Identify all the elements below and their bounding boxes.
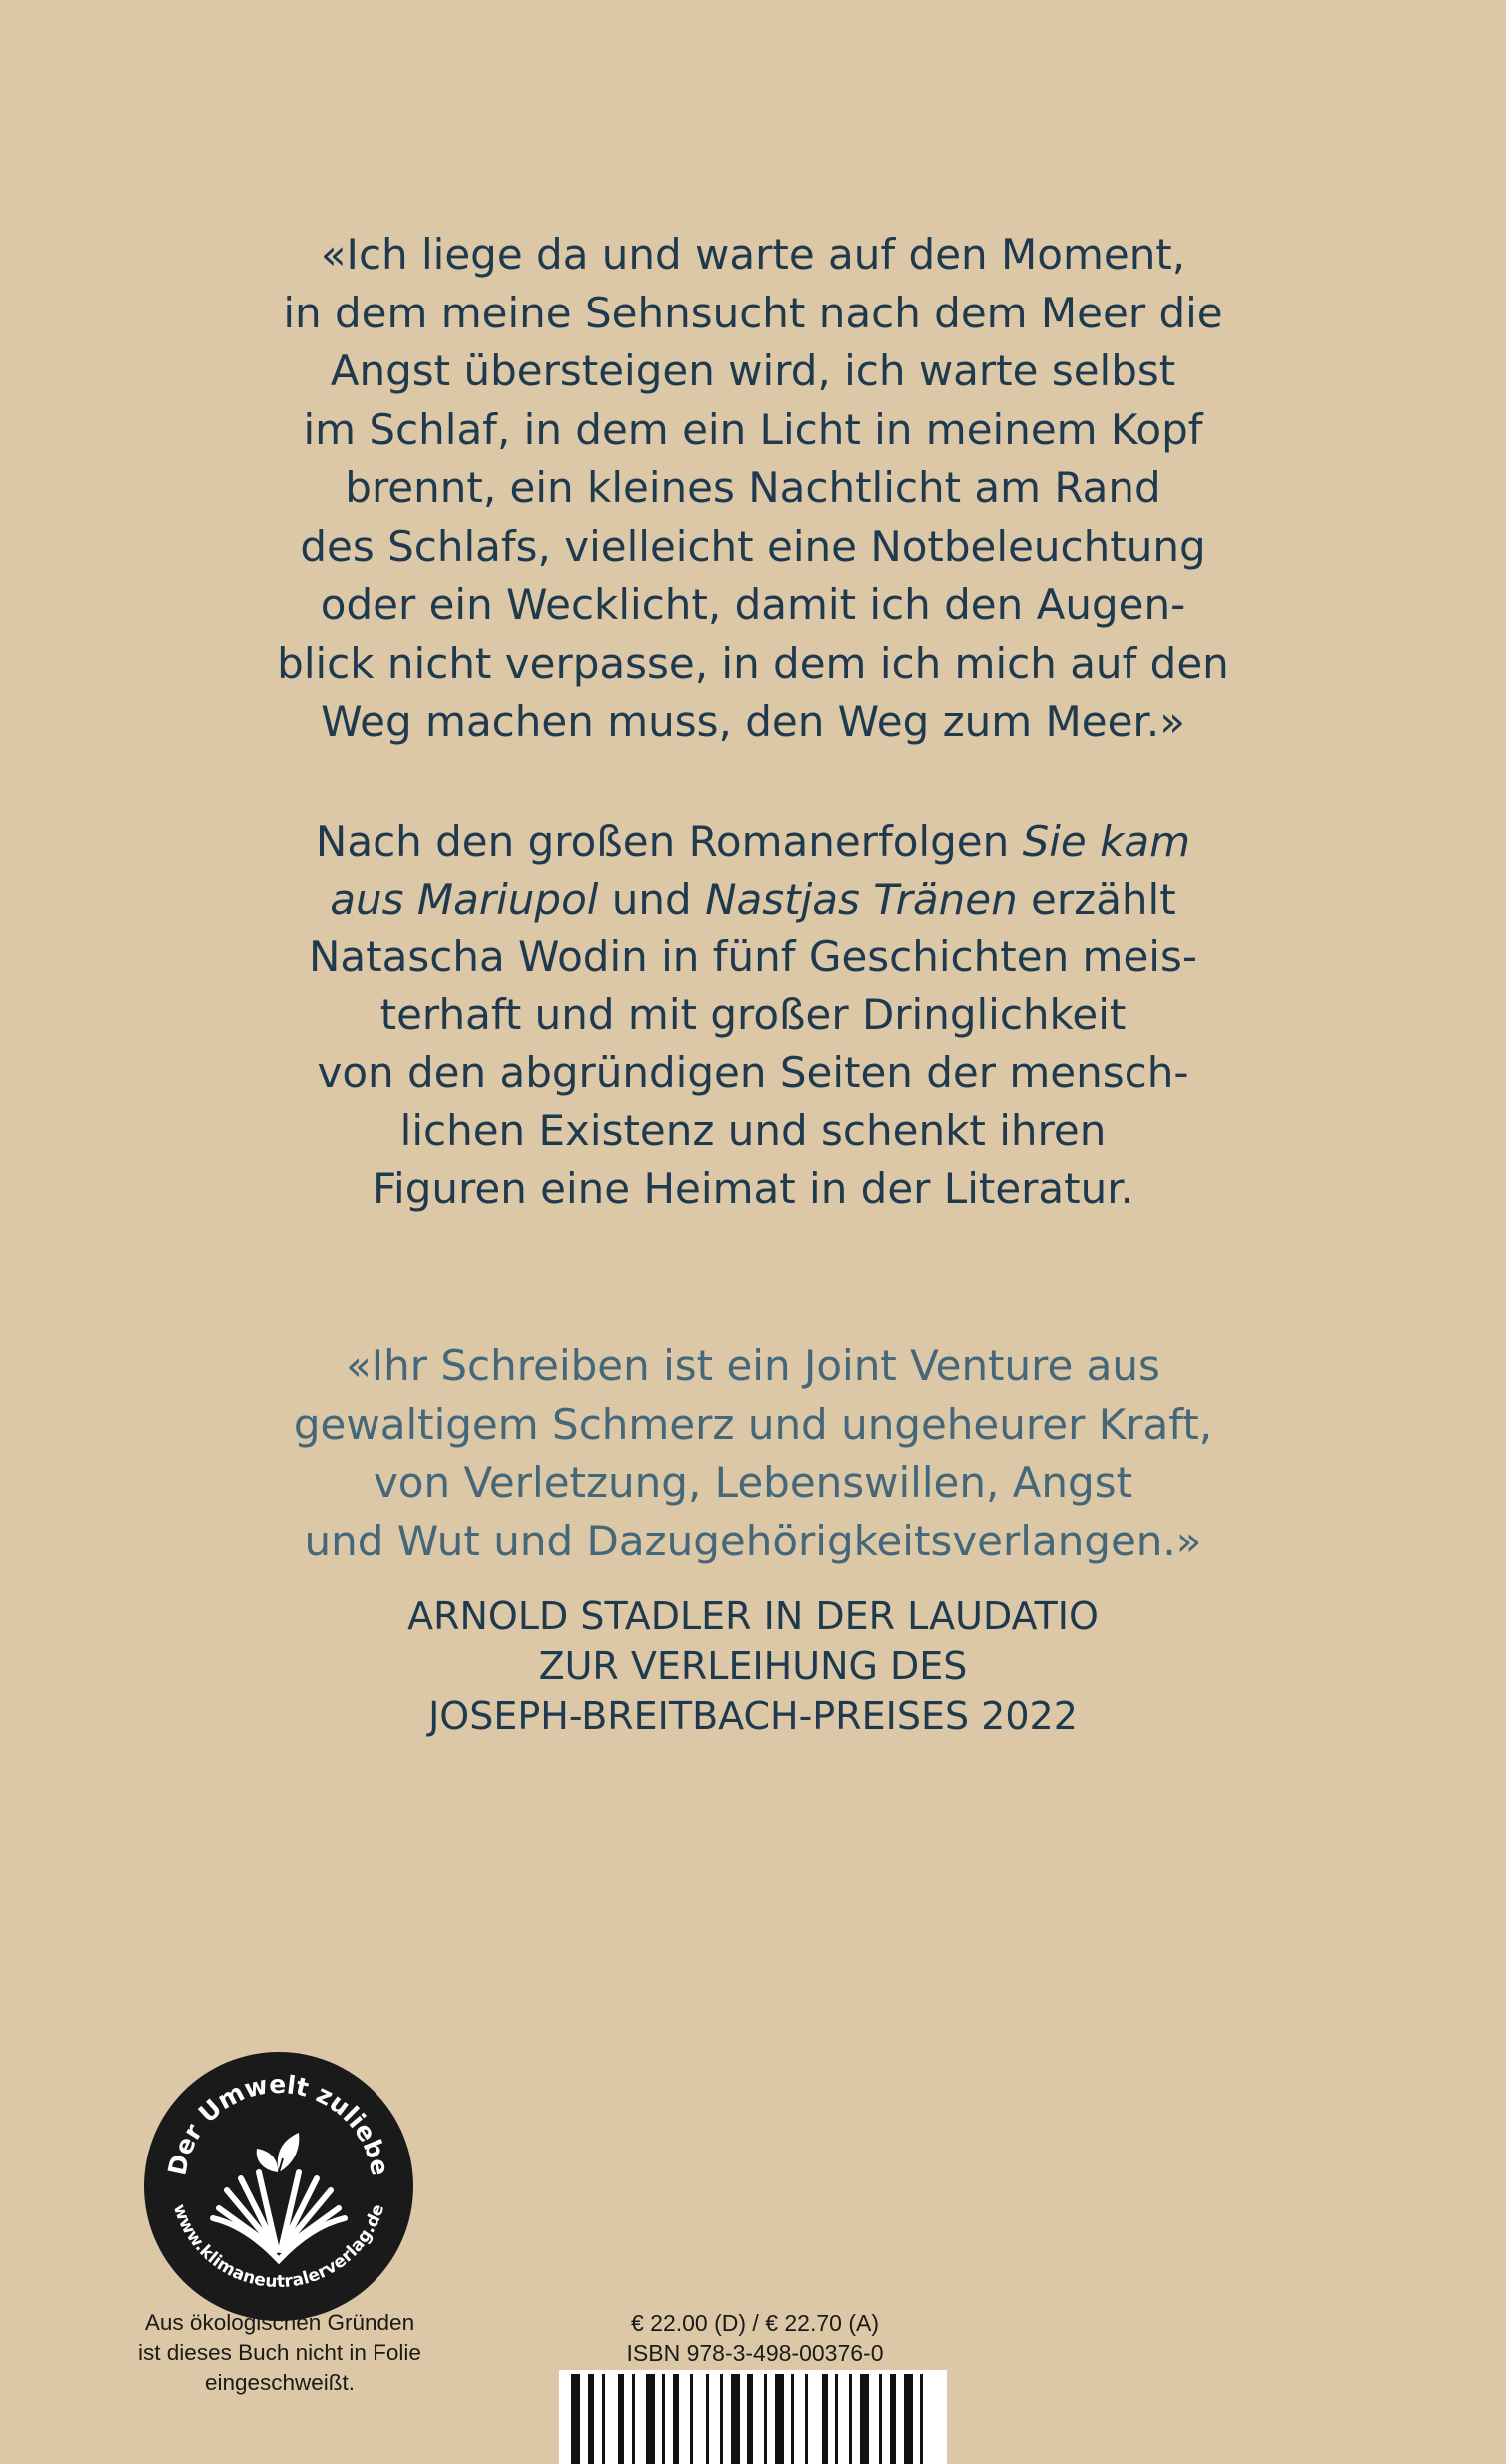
review-line: «Ihr Schreiben ist ein Joint Venture aus <box>346 1341 1160 1390</box>
review-attribution <box>0 1591 1506 1741</box>
quote-line: brennt, ein kleines Nachtlicht am Rand <box>345 463 1161 512</box>
quote-line: in dem meine Sehnsucht nach dem Meer die <box>283 288 1223 337</box>
barcode-bar <box>835 2374 838 2464</box>
price: € 22.00 (D) / € 22.70 (A) <box>630 2310 879 2336</box>
blurb-line: lichen Existenz und schenkt ihren <box>399 1106 1107 1155</box>
barcode-bars <box>559 2370 947 2464</box>
barcode-bar <box>632 2374 635 2464</box>
blurb-line: terhaft und mit großer Dringlichkeit <box>379 990 1127 1039</box>
book-title: Sie kam <box>1022 817 1191 866</box>
barcode-bar <box>618 2374 624 2464</box>
blurb-text: erzählt <box>1017 875 1176 924</box>
book-blurb <box>0 813 1506 1218</box>
eco-note-line: Aus ökologischen Gründen <box>144 2310 415 2335</box>
seal-bottom-text: www.klimaneutralerverlag.de <box>168 2201 389 2293</box>
barcode-bar <box>904 2374 913 2464</box>
quote-line: oder ein Wecklicht, damit ich den Augen- <box>320 580 1186 629</box>
attribution-line: ARNOLD STADLER IN DER LAUDATIO <box>407 1594 1099 1638</box>
quote-line: blick nicht verpasse, in dem ich mich auf den <box>277 638 1229 688</box>
book-title: aus Mariupol <box>330 875 599 924</box>
quote-line: «Ich liege da und warte auf den Moment, <box>320 230 1186 279</box>
attribution-line: JOSEPH-BREITBACH-PREISES 2022 <box>428 1694 1078 1738</box>
quote-line: Angst übersteigen wird, ich warte selbst <box>330 346 1176 395</box>
barcode-bar <box>920 2374 923 2464</box>
review-line: und Wut und Dazugehörigkeitsverlangen.» <box>304 1516 1202 1565</box>
barcode-bar <box>571 2374 580 2464</box>
book-title: Nastjas Tränen <box>705 875 1018 924</box>
opening-quote <box>0 226 1506 752</box>
barcode-bar <box>602 2374 605 2464</box>
barcode-bar <box>706 2374 709 2464</box>
barcode-bar <box>860 2374 869 2464</box>
attribution-line: ZUR VERLEIHUNG DES <box>538 1644 968 1688</box>
barcode-bar <box>747 2374 753 2464</box>
blurb-text: und <box>598 875 706 924</box>
barcode-bar <box>690 2374 693 2464</box>
eco-note-line: eingeschweißt. <box>204 2370 356 2395</box>
barcode-bar <box>791 2374 794 2464</box>
eco-seal-graphic <box>143 2051 414 2322</box>
barcode <box>559 2370 947 2464</box>
eco-note <box>102 2308 457 2398</box>
barcode-bar <box>879 2374 882 2464</box>
quote-line: Weg machen muss, den Weg zum Meer.» <box>321 697 1185 746</box>
review-line: gewaltigem Schmerz und ungeheurer Kraft, <box>293 1399 1213 1449</box>
barcode-bar <box>673 2374 679 2464</box>
barcode-bar <box>849 2374 852 2464</box>
barcode-bar <box>646 2374 655 2464</box>
blurb-text: Nach den großen Romanerfolgen <box>315 817 1023 866</box>
barcode-bar <box>890 2374 896 2464</box>
blurb-line <box>0 871 1506 928</box>
quote-line: des Schlafs, vielleicht eine Notbeleuchtung <box>300 521 1206 571</box>
review-line: von Verletzung, Lebenswillen, Angst <box>373 1458 1133 1507</box>
eco-seal <box>143 2051 414 2322</box>
barcode-bar <box>720 2374 723 2464</box>
barcode-bar <box>588 2374 594 2464</box>
quote-line: im Schlaf, in dem ein Licht in meinem Kopf <box>303 404 1203 454</box>
blurb-line: Natascha Wodin in fünf Geschichten meis- <box>309 932 1197 981</box>
barcode-bar <box>822 2374 828 2464</box>
price-isbn <box>579 2308 931 2368</box>
blurb-line: Figuren eine Heimat in der Literatur. <box>372 1164 1134 1213</box>
blurb-line <box>0 813 1506 871</box>
barcode-bar <box>731 2374 740 2464</box>
barcode-bar <box>775 2374 784 2464</box>
barcode-bar <box>805 2374 808 2464</box>
barcode-bar <box>764 2374 767 2464</box>
blurb-line: von den abgründigen Seiten der mensch- <box>317 1048 1189 1097</box>
isbn: ISBN 978-3-498-00376-0 <box>626 2340 884 2366</box>
barcode-bar <box>662 2374 665 2464</box>
review-quote <box>0 1337 1506 1570</box>
seal-top-text: Der Umwelt zuliebe <box>162 2069 395 2178</box>
eco-note-line: ist dieses Buch nicht in Folie <box>138 2340 421 2365</box>
